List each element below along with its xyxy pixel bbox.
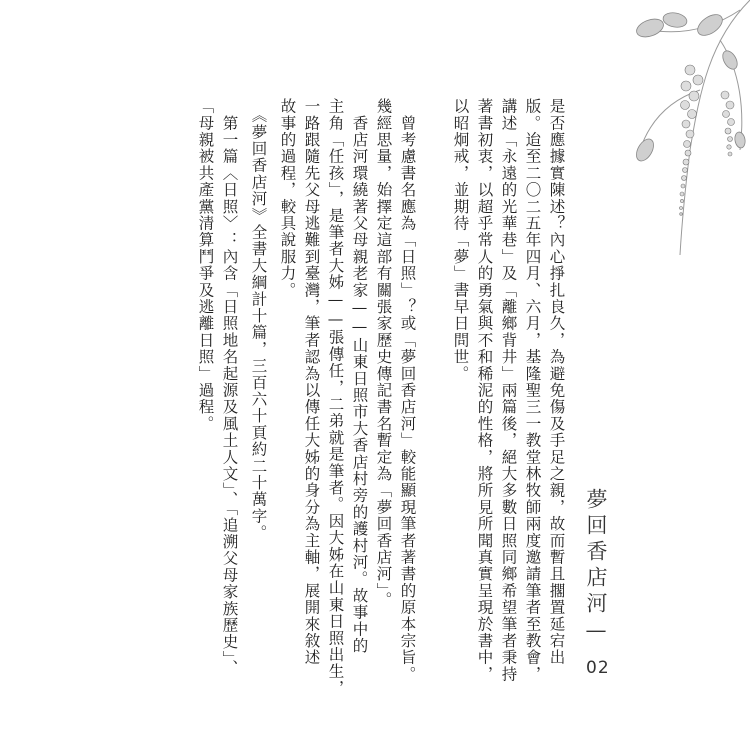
text-column: 一路跟隨先父母逃難到臺灣，筆者認為以傳任大姊的身分為主軸，展開來敘述 bbox=[302, 98, 321, 666]
page-number: 02 bbox=[586, 658, 610, 678]
text-column: 幾經思量，始擇定這部有關張家歷史傳記書名暫定為「夢回香店河」。 bbox=[374, 98, 393, 608]
floral-illustration bbox=[590, 0, 750, 260]
text-column: 主角「任孩」，是筆者大姊——張傳任，二弟就是筆者。因大姊在山東日照出生， bbox=[326, 98, 345, 697]
text-column: 版。迨至二〇二五年四月、六月，基隆聖三一教堂林牧師兩度邀請筆者至教會， bbox=[523, 98, 542, 683]
text-column: 著書初衷，以超乎常人的勇氣與不和稀泥的性格，將所見所聞真實呈現於書中， bbox=[475, 98, 494, 683]
running-title: 夢回香店河— bbox=[584, 488, 608, 647]
text-column: 曾考慮書名應為「日照」？或「夢回香店河」較能顯現筆者著書的原本宗旨。 bbox=[398, 98, 417, 683]
text-column: 以昭炯戒，並期待「夢」書早日問世。 bbox=[451, 98, 470, 382]
text-column: 《夢回香店河》全書大綱計十篇，三百六十頁約二十萬字。 bbox=[249, 98, 268, 542]
text-column: 講述「永遠的光華巷」及「離鄉背井」兩篇後，絕大多數日照同鄉希望筆者秉持 bbox=[499, 98, 518, 683]
text-column: 第一篇〈日照〉：內含「日照地名起源及風土人文」、「追溯父母家族歷史」、 bbox=[220, 98, 239, 676]
text-column: 故事的過程，較具說服力。 bbox=[278, 98, 297, 299]
text-column: 是否應據實陳述？內心掙扎良久，為避免傷及手足之親，故而暫且擱置延宕出 bbox=[547, 98, 566, 666]
text-column: 香店河環繞著父母親老家——山東日照市大香店村旁的護村河。故事中的 bbox=[350, 98, 369, 655]
text-column: 「母親被共產黨清算鬥爭及逃離日照」過程。 bbox=[196, 98, 215, 432]
